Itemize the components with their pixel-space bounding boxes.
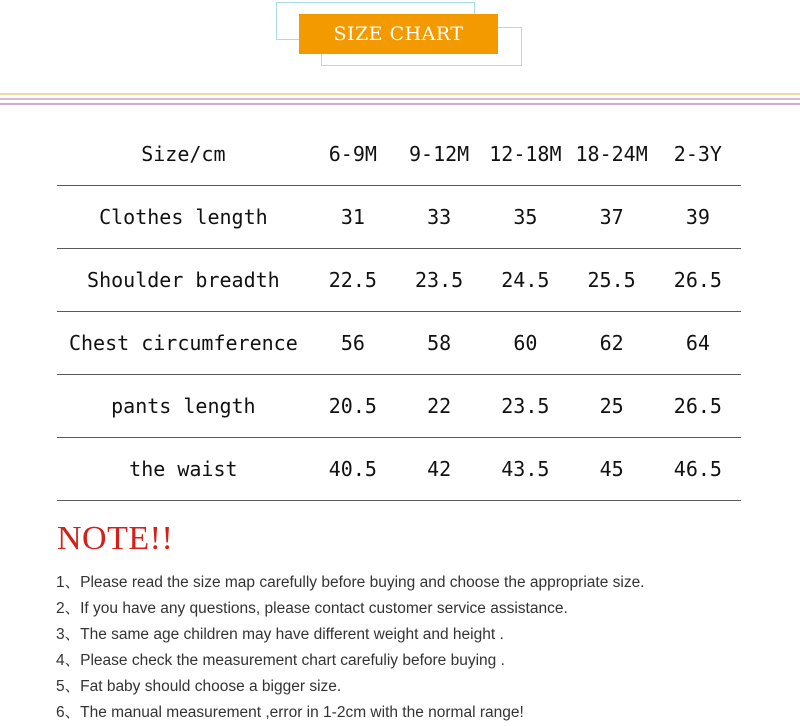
row-label: Chest circumference	[57, 312, 310, 375]
table-row	[57, 312, 741, 375]
note-item: 2、If you have any questions, please contact customer service assistance.	[56, 600, 568, 617]
table-header-cell: 2-3Y	[655, 123, 741, 186]
table-cell: 23.5	[482, 375, 568, 438]
table-cell: 60	[482, 312, 568, 375]
table-cell: 37	[568, 186, 654, 249]
table-row	[57, 375, 741, 438]
row-label: Clothes length	[57, 186, 310, 249]
table-cell: 35	[482, 186, 568, 249]
table-cell: 43.5	[482, 438, 568, 501]
note-item: 4、Please check the measurement chart carefuliy before buying .	[56, 652, 505, 669]
table-cell: 42	[396, 438, 482, 501]
size-chart-title: SIZE CHART	[299, 14, 498, 54]
table-header-cell: 12-18M	[482, 123, 568, 186]
divider-stripe	[0, 98, 800, 100]
table-cell: 31	[310, 186, 396, 249]
table-header-row	[57, 123, 741, 186]
table-cell: 33	[396, 186, 482, 249]
divider-stripe	[0, 103, 800, 105]
table-cell: 40.5	[310, 438, 396, 501]
table-cell: 58	[396, 312, 482, 375]
table-header-cell: 6-9M	[310, 123, 396, 186]
note-item: 6、The manual measurement ,error in 1-2cm with the normal range!	[56, 704, 524, 721]
table-header-cell: Size/cm	[57, 123, 310, 186]
row-label: the waist	[57, 438, 310, 501]
table-cell: 25	[568, 375, 654, 438]
table-cell: 26.5	[655, 375, 741, 438]
table-cell: 22	[396, 375, 482, 438]
table-cell: 56	[310, 312, 396, 375]
table-cell: 20.5	[310, 375, 396, 438]
note-item: 5、Fat baby should choose a bigger size.	[56, 678, 342, 695]
note-item: 1、Please read the size map carefully before buying and choose the appropriate size.	[56, 574, 645, 591]
table-header-cell: 9-12M	[396, 123, 482, 186]
table-row	[57, 438, 741, 501]
table-cell: 64	[655, 312, 741, 375]
size-table	[57, 123, 741, 501]
divider-stripe	[0, 93, 800, 95]
table-cell: 45	[568, 438, 654, 501]
table-cell: 23.5	[396, 249, 482, 312]
row-label: pants length	[57, 375, 310, 438]
note-item: 3、The same age children may have different weight and height .	[56, 626, 504, 643]
note-list	[56, 570, 645, 726]
table-row	[57, 186, 741, 249]
row-label: Shoulder breadth	[57, 249, 310, 312]
table-cell: 24.5	[482, 249, 568, 312]
table-cell: 25.5	[568, 249, 654, 312]
table-cell: 22.5	[310, 249, 396, 312]
table-cell: 39	[655, 186, 741, 249]
table-row	[57, 249, 741, 312]
table-cell: 26.5	[655, 249, 741, 312]
table-cell: 62	[568, 312, 654, 375]
table-cell: 46.5	[655, 438, 741, 501]
table-header-cell: 18-24M	[568, 123, 654, 186]
note-title: NOTE!!	[57, 520, 174, 557]
